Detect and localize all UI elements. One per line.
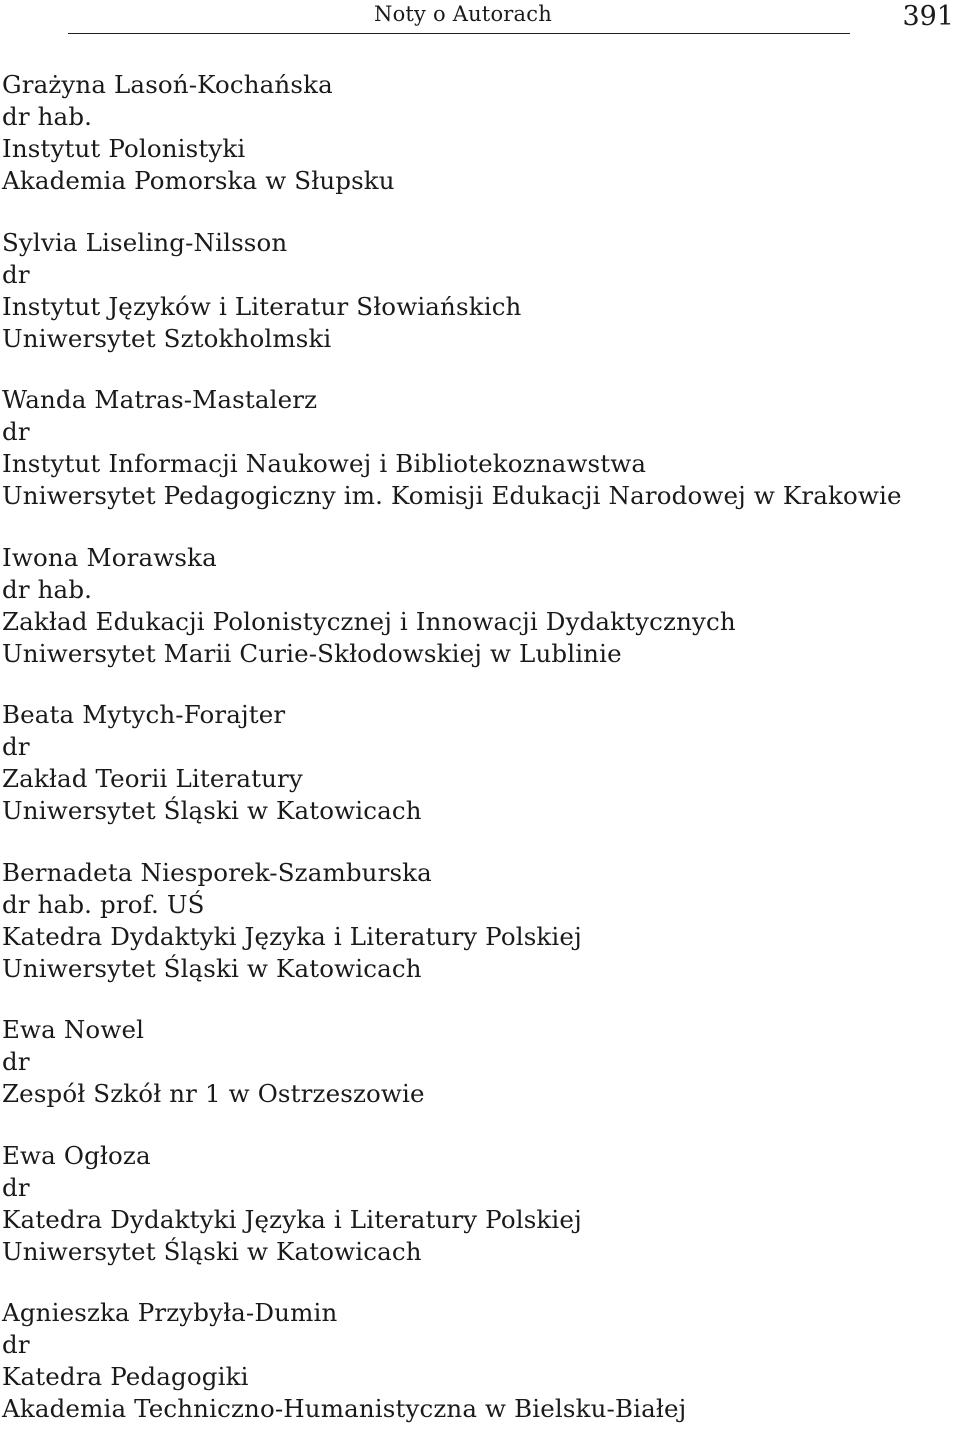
author-degree: dr bbox=[2, 1330, 30, 1359]
author-name: Grażyna Lasoń-Kochańska bbox=[2, 70, 333, 99]
author-entry bbox=[2, 857, 957, 985]
author-unit: Instytut Polonistyki bbox=[2, 134, 246, 163]
author-name: Agnieszka Przybyła-Dumin bbox=[2, 1298, 338, 1327]
author-name: Beata Mytych-Forajter bbox=[2, 700, 286, 729]
author-degree: dr bbox=[2, 1172, 30, 1202]
author-institution: Uniwersytet Marii Curie-Skłodowskiej w Lublinie bbox=[2, 638, 622, 668]
page-header bbox=[0, 0, 960, 40]
author-institution: Akademia Pomorska w Słupsku bbox=[2, 166, 395, 195]
author-entry bbox=[2, 69, 957, 197]
author-institution: Uniwersytet Sztokholmski bbox=[2, 323, 332, 353]
author-institution: Akademia Techniczno-Humanistyczna w Bielsku-Białej bbox=[2, 1394, 687, 1423]
author-institution: Uniwersytet Śląski w Katowicach bbox=[2, 796, 422, 825]
author-entry bbox=[2, 1140, 957, 1268]
author-name: Sylvia Liseling-Nilsson bbox=[2, 227, 288, 257]
author-unit: Zespół Szkół nr 1 w Ostrzeszowie bbox=[2, 1079, 425, 1108]
header-rule bbox=[68, 33, 850, 34]
page-number: 391 bbox=[902, 1, 954, 32]
author-unit: Zakład Edukacji Polonistycznej i Innowacji Dydaktycznych bbox=[2, 606, 736, 636]
author-name: Iwona Morawska bbox=[2, 542, 217, 572]
author-name: Bernadeta Niesporek-Szamburska bbox=[2, 857, 432, 887]
author-institution: Uniwersytet Śląski w Katowicach bbox=[2, 1236, 422, 1266]
author-unit: Instytut Informacji Naukowej i Bibliotekoznawstwa bbox=[2, 449, 647, 478]
author-unit: Katedra Pedagogiki bbox=[2, 1362, 249, 1391]
author-degree: dr hab. bbox=[2, 102, 93, 131]
author-name: Ewa Ogłoza bbox=[2, 1140, 151, 1170]
author-degree: dr hab. bbox=[2, 574, 93, 604]
author-entry bbox=[2, 1297, 957, 1425]
author-entry bbox=[2, 227, 957, 355]
author-institution: Uniwersytet Śląski w Katowicach bbox=[2, 953, 422, 983]
author-degree: dr bbox=[2, 259, 30, 289]
author-unit: Katedra Dydaktyki Języka i Literatury Polskiej bbox=[2, 1204, 582, 1234]
author-notes-list bbox=[2, 69, 957, 1455]
author-entry bbox=[2, 384, 957, 512]
author-entry bbox=[2, 699, 957, 827]
author-entry bbox=[2, 1014, 957, 1110]
author-degree: dr hab. prof. UŚ bbox=[2, 889, 205, 919]
author-entry bbox=[2, 542, 957, 670]
running-head-title: Noty o Autorach bbox=[374, 2, 552, 26]
author-unit: Zakład Teorii Literatury bbox=[2, 764, 303, 793]
author-degree: dr bbox=[2, 732, 30, 761]
author-degree: dr bbox=[2, 417, 30, 446]
author-unit: Katedra Dydaktyki Języka i Literatury Polskiej bbox=[2, 921, 582, 951]
author-unit: Instytut Języków i Literatur Słowiańskich bbox=[2, 291, 522, 321]
author-name: Ewa Nowel bbox=[2, 1015, 145, 1044]
author-degree: dr bbox=[2, 1047, 30, 1076]
author-name: Wanda Matras-Mastalerz bbox=[2, 385, 318, 414]
author-institution: Uniwersytet Pedagogiczny im. Komisji Edukacji Narodowej w Krakowie bbox=[2, 481, 902, 510]
